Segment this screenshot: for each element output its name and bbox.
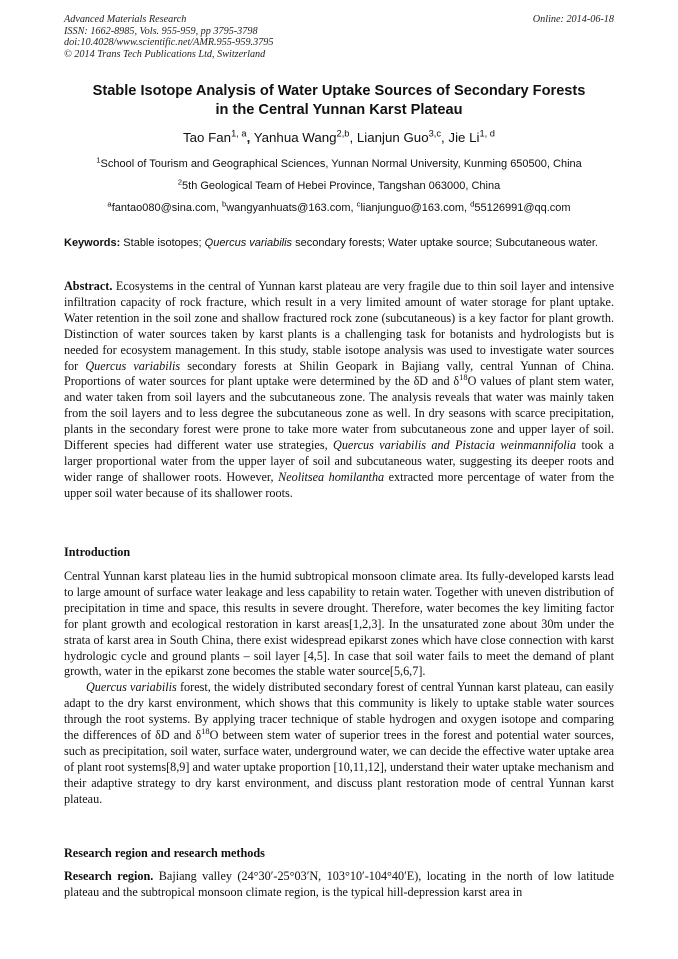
author-name: Tao Fan bbox=[183, 130, 232, 145]
methods-body: Research region. Bajiang valley (24°30′-25°03′N, 103°10′-104°40′E), locating in the north of low latitude plateau and the subtropical monsoon climate region, is the typical hill-depression karst area in bbox=[64, 869, 614, 899]
abstract-label: Abstract. bbox=[64, 279, 113, 293]
research-region-label: Research region. bbox=[64, 869, 154, 883]
copyright-line: © 2014 Trans Tech Publications Ltd, Switzerland bbox=[64, 48, 266, 60]
introduction-body bbox=[64, 569, 614, 808]
author-sup: 2,b bbox=[336, 128, 350, 139]
author-sup: 1, a bbox=[231, 128, 247, 139]
methods-heading: Research region and research methods bbox=[64, 846, 265, 860]
email-list: $^a$fantao080@sina.com, $^b$wangyanhuats@163.com, $^c$lianjunguo@163.com, $^d$55126991@qq.com bbox=[107, 199, 571, 214]
introduction-heading: Introduction bbox=[64, 545, 131, 559]
paper-title bbox=[40, 82, 638, 120]
email-a: fantao080@sina.com, bbox=[111, 202, 219, 214]
affiliation-1: $^1$School of Tourism and Geographical Sciences, Yunnan Normal University, Kunming 650500, China bbox=[96, 155, 582, 170]
abstract: Abstract. Ecosystems in the central of Yunnan karst plateau are very fragile due to thin soil layer and intensive infiltration capacity of rock fracture, which result in a very limited amount of water storage for plant uptake. Water retention in the soil zone and shallow fractured rock zone (subcutaneous) is a key factor for plant growth. Distinction of water sources taken by karst plants is a challenging task for botanists and hydrologists but is needed for ecosystem management. In this study, stable isotope analysis was used to investigate water sources for Quercus variabilis secondary forests at Shilin Geopark in Bajiang vally, central Yunnan of China. Proportions of water sources for plant uptake were determined by the δD and $\delta^{18}O$ values of plant stem water, and water taken from soil layers and the subcutaneous zone. The analysis reveals that water was mainly taken from the soil layers and to less degree the subcutaneous zone as well. In dry seasons with scarce precipitation, plants in the secondary forest were prone to take more water from subcutaneous zone and upper layer of soil. Different species had different water use strategies, Quercus variabilis and Pistacia weinmannifolia took a larger proportional water from the upper layer of soil and subcutaneous water, suggesting its deeper roots and wider range of shallower roots. However, Neolitsea homilantha extracted more percentage of water from the upper soil water because of its shallower roots. bbox=[64, 279, 614, 500]
intro-paragraph-2: Quercus variabilis forest, the widely distributed secondary forest of central Yunnan karst plateau, can easily adapt to the dry karst environment, which shows that this community is likely to uptake stable water sources through the root systems. By applying tracer technique of stable hydrogen and oxygen isotope and comparing the differences of δD and $\delta^{18}O$ between stem water of superior trees in the forest and potential water sources, such as precipitation, soil water, surface water, underground water, we can decide the effective water uptake area of plant root systems[8,9] and water uptake proportion [10,11,12], understand their water uptake mechanism and their adaptive strategy to dry karst environment, and discuss plant restoration mode of central Yunnan karst plateau. bbox=[64, 680, 614, 806]
author-sup: 3,c bbox=[428, 128, 442, 139]
author-name: Lianjun Guo bbox=[356, 130, 429, 145]
title-line-1: Stable Isotope Analysis of Water Uptake Sources of Secondary Forests bbox=[92, 83, 586, 99]
issn-line: ISSN: 1662-8985, Vols. 955-959, pp 3795-3798 bbox=[64, 25, 258, 37]
intro-paragraph-1: Central Yunnan karst plateau lies in the humid subtropical monsoon climate area. Its fully-developed karsts lead to large amount of surface water leakage and less capability to retain water. Together with uneven distribution of precipitation in time and space, this results in severe drought. Therefore, water becomes the key limiting factor for plant growth and ecological restoration in karst areas[1,2,3]. In the unsaturated zone about 30m under the strata of karst area in South China, there exist widespread epikarst zones which have close connection with karst hydrologic cycle and ground plants – soil layer [4,5]. In case that soil water fails to meet the demand of plant growth, water in the epikarst zone becomes the stable water source[5,6,7]. bbox=[64, 569, 614, 679]
journal-name: Advanced Materials Research bbox=[64, 14, 187, 25]
author-name: Jie Li bbox=[448, 130, 480, 145]
doi-line: doi:10.4028/www.scientific.net/AMR.955-959.3795 bbox=[64, 37, 274, 49]
author-sep: , bbox=[441, 130, 445, 145]
author-sup: 1, d bbox=[479, 128, 495, 139]
email-c: lianjunguo@163.com, bbox=[360, 202, 468, 214]
affiliation-2: $^2$5th Geological Team of Hebei Province, Tangshan 063000, China bbox=[177, 177, 501, 192]
author-sep: , bbox=[246, 130, 251, 145]
keywords-label: Keywords: bbox=[64, 237, 121, 249]
author-name: Yanhua Wang bbox=[253, 130, 337, 145]
author-list bbox=[0, 130, 678, 145]
email-d: 55126991@qq.com bbox=[474, 202, 571, 214]
author-sep: , bbox=[349, 130, 354, 145]
keywords: Keywords: Stable isotopes; Quercus variabilis secondary forests; Water uptake source; Subcutaneous water. bbox=[64, 237, 598, 249]
online-date: Online: 2014-06-18 bbox=[532, 14, 614, 25]
title-line-2: in the Central Yunnan Karst Plateau bbox=[215, 102, 463, 118]
email-b: wangyanhuats@163.com, bbox=[226, 202, 354, 214]
